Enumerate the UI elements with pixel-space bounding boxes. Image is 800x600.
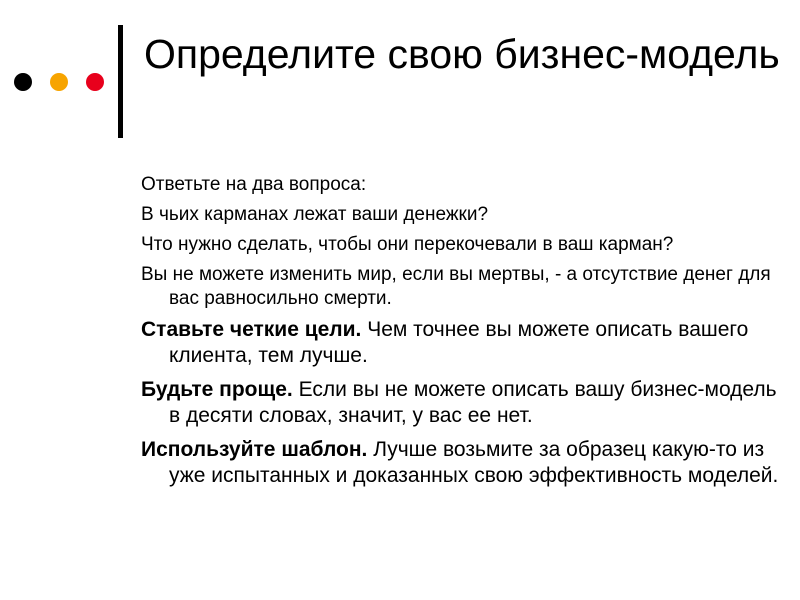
slide-title: Определите свою бизнес-модель <box>144 31 780 77</box>
tip-text: Лучше возьмите за образец какую-то из уже испытанных и доказанных свою эффективность моделей. <box>169 438 779 487</box>
tip-heading: Ставьте четкие цели. <box>141 318 362 341</box>
tip-use-template <box>141 437 781 488</box>
body-text: Вы не можете изменить мир, если вы мертвы, - а отсутствие денег для вас равносильно смерти. <box>141 264 771 309</box>
body-line-question-1 <box>141 203 781 227</box>
body-text: В чьих карманах лежат ваши денежки? <box>141 204 489 225</box>
body-line-question-2 <box>141 233 781 257</box>
slide-body <box>141 173 781 497</box>
black-dot-icon <box>14 73 32 91</box>
tip-heading: Используйте шаблон. <box>141 438 368 461</box>
tip-clear-goals <box>141 317 781 368</box>
body-line-questions-intro <box>141 173 781 197</box>
red-dot-icon <box>86 73 104 91</box>
body-text: Ответьте на два вопроса: <box>141 174 367 195</box>
tip-be-simple <box>141 377 781 428</box>
body-text: Что нужно сделать, чтобы они перекочевали в ваш карман? <box>141 234 674 255</box>
orange-dot-icon <box>50 73 68 91</box>
body-line-money-death <box>141 263 781 311</box>
decorative-dots <box>14 73 106 93</box>
tip-heading: Будьте проще. <box>141 378 293 401</box>
title-divider-bar <box>118 25 123 138</box>
tip-text: Если вы не можете описать вашу бизнес-модель в десяти словах, значит, у вас ее нет. <box>169 378 777 427</box>
tip-text: Чем точнее вы можете описать вашего клиента, тем лучше. <box>169 318 749 367</box>
